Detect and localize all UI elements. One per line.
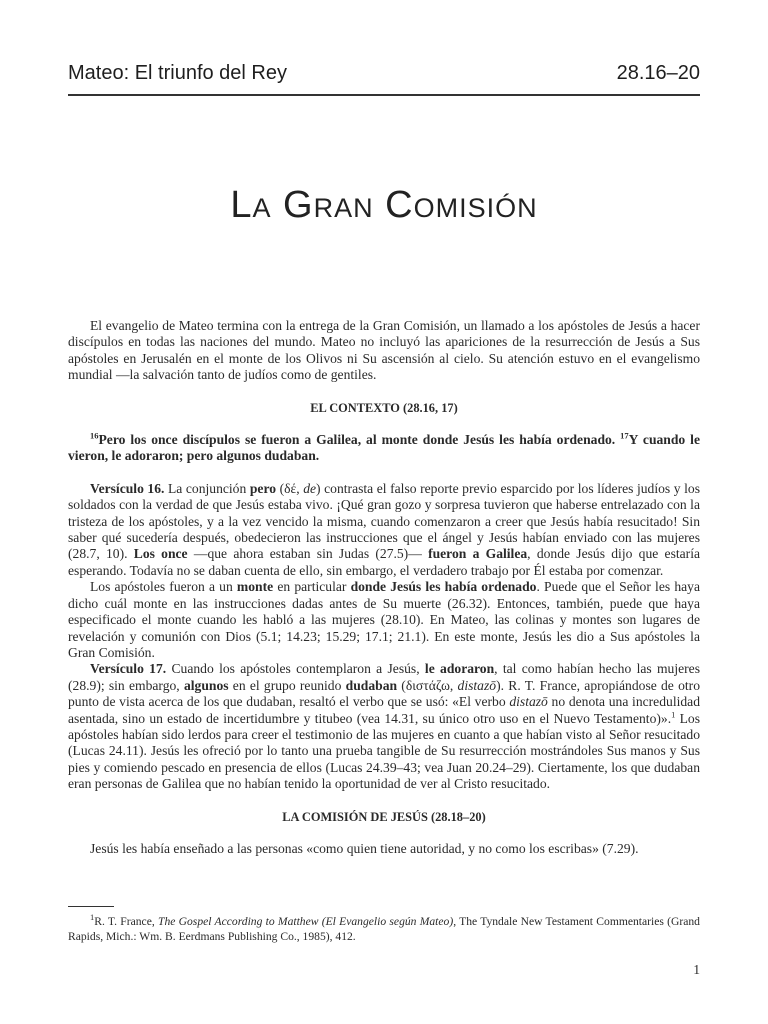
footnote-number: 1 xyxy=(90,912,95,923)
footnote-rule xyxy=(68,906,114,907)
paragraph-verse-17: Versículo 17. Cuando los apóstoles contemplaron a Jesús, le adoraron, tal como habían hecho las mujeres (28.9); sin embargo, algunos en el grupo reunido dudaban (διστάζω, distazō). R. T. France, apropiándose de otro punto de vista acerca de los que dudaban, resaltó el verbo que se usó: «El verbo distazō no denota una incredulidad asentada, sino un estado de incertidumbre y titubeo (vea 14.31, su único otro uso en el Nuevo Testamento)».$^1$ Los apóstoles habían sido lerdos para creer el testimonio de las mujeres en cuanto a que habían visto al Señor resucitado (Lucas 24.11). Jesús les ofreció por lo tanto una prueba tangible de Su resurrección mostrándoles Sus manos y Sus pies y comiendo pescado en presencia de ellos (Lucas 24.39–43; vea Juan 20.24–29). Ciertamente, los que dudaban eran personas de Galilea que no habían tenido la oportunidad de ver al Cristo resucitado. xyxy=(68,661,701,792)
body-text xyxy=(68,318,700,857)
book-title: The Gospel According to Matthew (El Evangelio según Mateo) xyxy=(158,915,454,928)
section-heading-context: EL CONTEXTO (28.16, 17) xyxy=(310,400,458,415)
running-header-title: Mateo: El triunfo del Rey xyxy=(68,62,287,84)
verse-label: Versículo 17. xyxy=(90,661,167,677)
scripture-quote xyxy=(68,432,700,465)
paragraph-monte: Los apóstoles fueron a un monte en particular donde Jesús les había ordenado. Puede que el Señor les haya dicho cuál monte en las instrucciones dadas antes de Su muerte (26.32). Entonces, también, puede que haya especificado el monte cuando les habló a las mujeres (28.10). En Mateo, las colinas y montes son lugares de revelación y comunión con Dios (5.1; 14.23; 15.29; 17.1; 21.1). En este monte, Jesús les dio a Sus apóstoles la Gran Comisión. xyxy=(68,579,700,660)
footnote-marker[interactable]: 1 xyxy=(671,709,676,719)
verse-16-text: Pero los once discípulos se fueron a Galilea, al monte donde Jesús les había ordenado. xyxy=(98,432,616,448)
verse-17-text: Y cuando le vieron, le adoraron; pero algunos dudaban. xyxy=(68,432,700,464)
paragraph-authority: Jesús les había enseñado a las personas «como quien tiene autoridad, y no como los escribas» (7.29). xyxy=(90,840,639,856)
running-header-reference: 28.16–20 xyxy=(616,62,700,84)
section-heading-commission: LA COMISIÓN DE JESÚS (28.18–20) xyxy=(282,809,486,824)
verse-label: Versículo 16. xyxy=(90,480,165,496)
header-rule xyxy=(68,94,700,96)
verse-number-16: 16 xyxy=(90,430,99,441)
page-title: La Gran Comisión xyxy=(230,184,538,226)
footnote: $^1$R. T. France, The Gospel According to Matthew (El Evangelio según Mateo), The Tyndale New Testament Commentaries (Grand Rapids, Mich.: Wm. B. Eerdmans Publishing Co., 1985), 412. xyxy=(68,912,700,943)
running-header xyxy=(68,62,700,88)
page-number: 1 xyxy=(693,962,700,977)
paragraph-verse-16: Versículo 16. La conjunción pero (δέ, de) contrasta el falso reporte previo esparcido por los líderes judíos y los soldados con la verdad de que Jesús estaba vivo. ¡Qué gran gozo y sorpresa tuvieron que haberse entrelazado con la tristeza de los apóstoles, y a la vez vencido la misma, cuando comenzaron a creer que Jesús había resucitado! Sin saber qué sucedería después, obedecieron las instrucciones que el ángel y Jesús habían enviado con las mujeres (28.7, 10). Los once —que ahora estaban sin Judas (27.5)— fueron a Galilea, donde Jesús dijo que estaría esperando. Todavía no se daban cuenta de ello, sin embargo, el verdadero trabajo por Él estaba por comenzar. xyxy=(68,480,701,578)
intro-paragraph: El evangelio de Mateo termina con la entrega de la Gran Comisión, un llamado a los apóstoles de Jesús a hacer discípulos en todas las naciones del mundo. Mateo no incluyó las apariciones de la resurrección de Jesús a Sus apóstoles en Jerusalén en el monte de los Olivos ni Su ascensión al cielo. Su atención estuvo en el evangelismo mundial —la salvación tanto de judíos como de gentiles. xyxy=(68,318,700,383)
verse-number-17: 17 xyxy=(620,430,629,441)
